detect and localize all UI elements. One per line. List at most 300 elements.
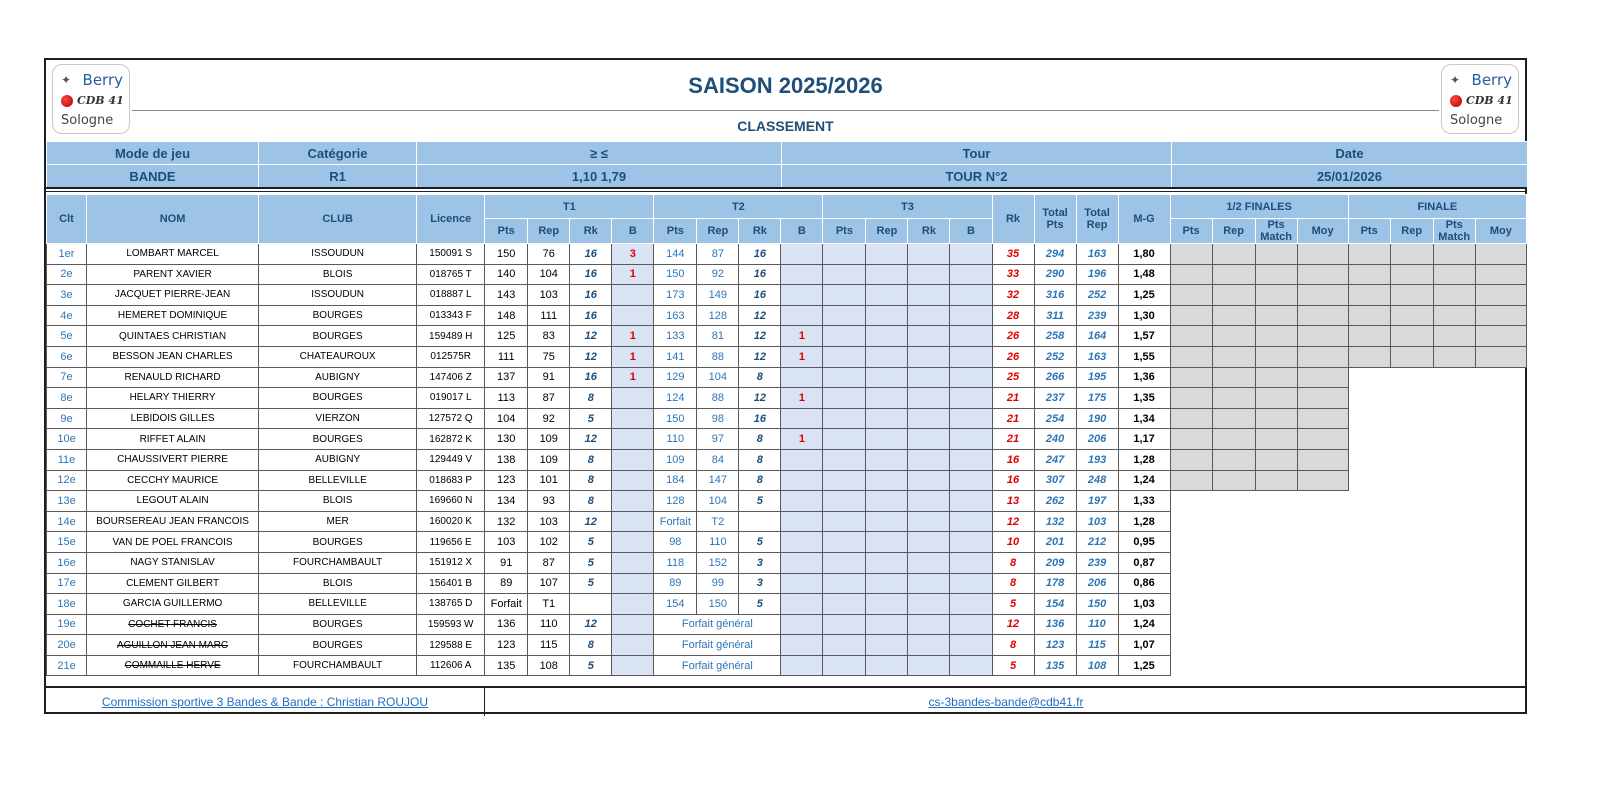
empty-cell — [1297, 511, 1348, 532]
total-pts-cell: 316 — [1034, 285, 1076, 306]
rank-cell: 2e — [47, 264, 87, 285]
empty-cell — [1348, 367, 1390, 388]
empty-cell — [1348, 635, 1390, 656]
t3-b-cell — [950, 449, 992, 470]
table-row — [47, 511, 1527, 532]
t1-rk-cell: 12 — [570, 326, 612, 347]
t2-rep-cell: 92 — [697, 264, 739, 285]
label-moyenne: ≥ ≤ — [417, 142, 782, 165]
bird-icon: ✦ — [1450, 73, 1461, 87]
club-cell: FOURCHAMBAULT — [259, 655, 417, 676]
t2-b-cell — [781, 244, 823, 265]
empty-cell — [1475, 635, 1526, 656]
finale-cell — [1475, 264, 1526, 285]
club-cell: BOURGES — [259, 388, 417, 409]
finale-cell — [1475, 305, 1526, 326]
t1-rk-cell: 12 — [570, 511, 612, 532]
t3-rep-cell — [866, 346, 908, 367]
table-row — [47, 635, 1527, 656]
t2-b-cell — [781, 491, 823, 512]
t1-rep-cell: 76 — [528, 244, 570, 265]
mg-cell: 1,55 — [1118, 346, 1170, 367]
total-rep-cell: 252 — [1076, 285, 1118, 306]
t3-pts-cell — [823, 244, 866, 265]
t2-b-cell: 1 — [781, 429, 823, 450]
club-cell: BOURGES — [259, 532, 417, 553]
table-row — [47, 449, 1527, 470]
demi-finale-cell — [1170, 429, 1212, 450]
t2-pts-cell: 184 — [654, 470, 697, 491]
empty-cell — [1475, 408, 1526, 429]
t2-pts-cell: 124 — [654, 388, 697, 409]
t2-forfait-cell: Forfait général — [654, 635, 781, 656]
t1-rep-cell: T1 — [528, 594, 570, 615]
total-rank-cell: 33 — [992, 264, 1034, 285]
value-moyenne: 1,10 1,79 — [417, 165, 782, 188]
empty-cell — [1297, 614, 1348, 635]
empty-cell — [1390, 511, 1433, 532]
t1-rk-cell: 16 — [570, 264, 612, 285]
t3-rk-header: Rk — [908, 219, 950, 244]
t3-rep-cell — [866, 285, 908, 306]
demi-finale-cell — [1297, 408, 1348, 429]
player-name-cell: BOURSEREAU JEAN FRANCOIS — [87, 511, 259, 532]
t3-rk-cell — [908, 449, 950, 470]
t1-pts-cell: 91 — [485, 552, 528, 573]
total-rep-cell: 239 — [1076, 552, 1118, 573]
empty-cell — [1390, 491, 1433, 512]
demi-finale-cell — [1297, 264, 1348, 285]
total-pts-cell: 178 — [1034, 573, 1076, 594]
demi-finale-cell — [1255, 244, 1297, 265]
t2-b-cell — [781, 573, 823, 594]
t3-b-cell — [950, 346, 992, 367]
demi-finale-cell — [1170, 449, 1212, 470]
t2-rk-header: Rk — [739, 219, 781, 244]
table-row — [47, 346, 1527, 367]
t1-rk-cell: 8 — [570, 635, 612, 656]
total-rank-cell: 5 — [992, 594, 1034, 615]
demi-moy-header: Moy — [1297, 219, 1348, 244]
t2-pts-cell: 133 — [654, 326, 697, 347]
t2-b-cell: 1 — [781, 326, 823, 347]
t3-rk-cell — [908, 655, 950, 676]
t2-rk-cell: 12 — [739, 305, 781, 326]
empty-cell — [1475, 491, 1526, 512]
label-tour: Tour — [782, 142, 1172, 165]
t3-pts-cell — [823, 532, 866, 553]
empty-cell — [1255, 655, 1297, 676]
total-pts-cell: 247 — [1034, 449, 1076, 470]
t2-rep-cell: 150 — [697, 594, 739, 615]
empty-cell — [1212, 594, 1255, 615]
licence-cell: 169660 N — [417, 491, 485, 512]
empty-cell — [1390, 573, 1433, 594]
t3-b-cell — [950, 614, 992, 635]
finale-cell — [1348, 244, 1390, 265]
t3-rk-cell — [908, 635, 950, 656]
empty-cell — [1348, 614, 1390, 635]
total-pts-cell: 254 — [1034, 408, 1076, 429]
t2-b-cell — [781, 305, 823, 326]
value-categorie: R1 — [259, 165, 417, 188]
t2-rk-cell: 16 — [739, 264, 781, 285]
t1-pts-cell: 140 — [485, 264, 528, 285]
total-rank-cell: 21 — [992, 429, 1034, 450]
club-cell: VIERZON — [259, 408, 417, 429]
total-pts-cell: 132 — [1034, 511, 1076, 532]
logo-text-cdb: CDB 41 — [1466, 94, 1513, 107]
empty-cell — [1390, 655, 1433, 676]
t2-rep-cell: 88 — [697, 388, 739, 409]
player-name-cell: CLEMENT GILBERT — [87, 573, 259, 594]
t2-pts-header: Pts — [654, 219, 697, 244]
empty-cell — [1170, 552, 1212, 573]
player-name-cell: RENAULD RICHARD — [87, 367, 259, 388]
demi-finale-cell — [1170, 285, 1212, 306]
empty-cell — [1475, 614, 1526, 635]
t1-rep-cell: 108 — [528, 655, 570, 676]
empty-cell — [1255, 594, 1297, 615]
total-pts-cell: 136 — [1034, 614, 1076, 635]
demi-finale-cell — [1212, 264, 1255, 285]
t3-pts-cell — [823, 511, 866, 532]
demi-finale-cell — [1297, 470, 1348, 491]
table-row — [47, 491, 1527, 512]
table-row — [47, 388, 1527, 409]
total-rep-cell: 248 — [1076, 470, 1118, 491]
col-total-pts: Total Pts — [1034, 195, 1076, 244]
t2-b-cell — [781, 511, 823, 532]
t2-rep-cell: 147 — [697, 470, 739, 491]
empty-cell — [1475, 532, 1526, 553]
t1-rk-cell: 16 — [570, 244, 612, 265]
empty-cell — [1297, 594, 1348, 615]
commission-link[interactable]: Commission sportive 3 Bandes & Bande : Christian ROUJOU — [46, 688, 485, 716]
demi-rep-header: Rep — [1212, 219, 1255, 244]
t1-b-cell — [612, 655, 654, 676]
club-cell: BOURGES — [259, 326, 417, 347]
t1-pts-cell: 111 — [485, 346, 528, 367]
empty-cell — [1170, 594, 1212, 615]
demi-finale-cell — [1297, 305, 1348, 326]
total-rep-cell: 103 — [1076, 511, 1118, 532]
empty-cell — [1255, 511, 1297, 532]
empty-cell — [1390, 388, 1433, 409]
empty-cell — [1348, 511, 1390, 532]
t2-rk-cell: 5 — [739, 491, 781, 512]
t2-rep-cell: T2 — [697, 511, 739, 532]
email-link[interactable]: cs-3bandes-bande@cdb41.fr — [928, 695, 1084, 709]
finale-cell — [1348, 346, 1390, 367]
empty-cell — [1348, 429, 1390, 450]
t1-rep-cell: 111 — [528, 305, 570, 326]
value-tour: TOUR N°2 — [782, 165, 1172, 188]
table-row — [47, 655, 1527, 676]
t3-b-cell — [950, 635, 992, 656]
t2-forfait-cell: Forfait général — [654, 614, 781, 635]
logo-text-sologne: Sologne — [61, 113, 114, 128]
finale-cell — [1348, 264, 1390, 285]
empty-cell — [1297, 635, 1348, 656]
t3-b-cell — [950, 573, 992, 594]
col-total-rep: Total Rep — [1076, 195, 1118, 244]
total-rep-cell: 110 — [1076, 614, 1118, 635]
total-rank-cell: 21 — [992, 408, 1034, 429]
empty-cell — [1433, 491, 1475, 512]
t2-pts-cell: 89 — [654, 573, 697, 594]
licence-cell: 147406 Z — [417, 367, 485, 388]
t3-rk-cell — [908, 532, 950, 553]
player-name-cell: JACQUET PIERRE-JEAN — [87, 285, 259, 306]
total-rank-cell: 12 — [992, 614, 1034, 635]
player-name-cell: HEMERET DOMINIQUE — [87, 305, 259, 326]
t1-rep-cell: 87 — [528, 552, 570, 573]
logo-text-berry: Berry — [82, 71, 123, 89]
t1-rep-cell: 92 — [528, 408, 570, 429]
player-name-cell: CECCHY MAURICE — [87, 470, 259, 491]
t3-rk-cell — [908, 244, 950, 265]
club-cell: AUBIGNY — [259, 367, 417, 388]
empty-cell — [1390, 594, 1433, 615]
t2-rk-cell: 16 — [739, 285, 781, 306]
t1-pts-cell: Forfait — [485, 594, 528, 615]
t2-rk-cell: 12 — [739, 388, 781, 409]
t3-b-cell — [950, 408, 992, 429]
player-name-cell: LEBIDOIS GILLES — [87, 408, 259, 429]
t2-b-cell — [781, 614, 823, 635]
t2-b-header: B — [781, 219, 823, 244]
rank-cell: 9e — [47, 408, 87, 429]
finale-cell — [1433, 244, 1475, 265]
mg-cell: 1,33 — [1118, 491, 1170, 512]
demi-finale-cell — [1255, 326, 1297, 347]
empty-cell — [1170, 635, 1212, 656]
t3-rk-cell — [908, 326, 950, 347]
finale-pts-header: Pts — [1348, 219, 1390, 244]
demi-finale-cell — [1297, 326, 1348, 347]
mg-cell: 1,57 — [1118, 326, 1170, 347]
t3-rep-cell — [866, 305, 908, 326]
section-divider — [46, 191, 1527, 192]
mg-cell: 0,87 — [1118, 552, 1170, 573]
empty-cell — [1212, 655, 1255, 676]
competition-info-table — [46, 141, 1528, 188]
t1-b-cell — [612, 594, 654, 615]
t3-pts-cell — [823, 429, 866, 450]
t2-b-cell — [781, 552, 823, 573]
empty-cell — [1255, 573, 1297, 594]
mg-cell: 1,80 — [1118, 244, 1170, 265]
t2-pts-cell: 110 — [654, 429, 697, 450]
t1-pts-cell: 104 — [485, 408, 528, 429]
t1-rep-cell: 109 — [528, 429, 570, 450]
player-name-cell: PARENT XAVIER — [87, 264, 259, 285]
empty-cell — [1475, 470, 1526, 491]
t1-pts-cell: 113 — [485, 388, 528, 409]
t3-rep-cell — [866, 429, 908, 450]
t3-b-cell — [950, 491, 992, 512]
t2-rk-cell: 3 — [739, 573, 781, 594]
t2-rk-cell: 8 — [739, 367, 781, 388]
licence-cell: 129449 V — [417, 449, 485, 470]
t3-b-cell — [950, 244, 992, 265]
empty-cell — [1390, 367, 1433, 388]
player-name-cell: COCHET FRANCIS — [87, 614, 259, 635]
t2-rep-cell: 87 — [697, 244, 739, 265]
demi-finale-cell — [1170, 408, 1212, 429]
t3-pts-cell — [823, 285, 866, 306]
t2-rk-cell: 12 — [739, 326, 781, 347]
t3-rk-cell — [908, 264, 950, 285]
t2-b-cell: 1 — [781, 388, 823, 409]
t2-b-cell — [781, 655, 823, 676]
t3-rep-cell — [866, 470, 908, 491]
t1-pts-cell: 123 — [485, 470, 528, 491]
col-demi-finales: 1/2 FINALES — [1170, 195, 1348, 219]
empty-cell — [1297, 573, 1348, 594]
finale-cell — [1475, 346, 1526, 367]
total-rank-cell: 26 — [992, 346, 1034, 367]
t2-pts-cell: 150 — [654, 264, 697, 285]
t3-pts-cell — [823, 491, 866, 512]
total-pts-cell: 252 — [1034, 346, 1076, 367]
t2-rep-cell: 152 — [697, 552, 739, 573]
t3-b-cell — [950, 367, 992, 388]
table-row — [47, 470, 1527, 491]
t2-rk-cell — [739, 511, 781, 532]
demi-finale-cell — [1255, 346, 1297, 367]
empty-cell — [1348, 408, 1390, 429]
empty-cell — [1348, 594, 1390, 615]
empty-cell — [1433, 367, 1475, 388]
club-cell: BELLEVILLE — [259, 594, 417, 615]
t1-b-cell — [612, 449, 654, 470]
t3-pts-cell — [823, 264, 866, 285]
empty-cell — [1212, 552, 1255, 573]
empty-cell — [1212, 614, 1255, 635]
t2-pts-cell: 150 — [654, 408, 697, 429]
t1-rep-cell: 115 — [528, 635, 570, 656]
t2-rk-cell: 5 — [739, 532, 781, 553]
empty-cell — [1390, 635, 1433, 656]
player-name-cell: QUINTAES CHRISTIAN — [87, 326, 259, 347]
label-mode: Mode de jeu — [47, 142, 259, 165]
total-rep-cell: 115 — [1076, 635, 1118, 656]
col-t2: T2 — [654, 195, 823, 219]
demi-finale-cell — [1212, 408, 1255, 429]
t1-b-cell — [612, 305, 654, 326]
licence-cell: 129588 E — [417, 635, 485, 656]
t3-rep-cell — [866, 614, 908, 635]
t1-b-cell — [612, 635, 654, 656]
t3-pts-cell — [823, 594, 866, 615]
t2-b-cell — [781, 408, 823, 429]
t1-b-cell — [612, 408, 654, 429]
t3-rk-cell — [908, 367, 950, 388]
col-t3: T3 — [823, 195, 992, 219]
total-rank-cell: 32 — [992, 285, 1034, 306]
mg-cell: 1,25 — [1118, 655, 1170, 676]
demi-finale-cell — [1212, 449, 1255, 470]
table-row — [47, 594, 1527, 615]
demi-finale-cell — [1170, 264, 1212, 285]
table-row — [47, 429, 1527, 450]
t1-rk-cell: 8 — [570, 449, 612, 470]
total-pts-cell: 201 — [1034, 532, 1076, 553]
demi-pts-header: Pts — [1170, 219, 1212, 244]
t3-b-cell — [950, 552, 992, 573]
table-row — [47, 552, 1527, 573]
t1-b-cell — [612, 532, 654, 553]
t2-rk-cell: 8 — [739, 429, 781, 450]
t1-rep-cell: 75 — [528, 346, 570, 367]
player-name-cell: GARCIA GUILLERMO — [87, 594, 259, 615]
licence-cell: 012575R — [417, 346, 485, 367]
t3-rk-cell — [908, 346, 950, 367]
t3-b-cell — [950, 655, 992, 676]
empty-cell — [1348, 532, 1390, 553]
t3-pts-cell — [823, 326, 866, 347]
rank-cell: 8e — [47, 388, 87, 409]
finale-cell — [1348, 326, 1390, 347]
col-clt: Clt — [47, 195, 87, 244]
t2-pts-cell: Forfait — [654, 511, 697, 532]
demi-finale-cell — [1212, 346, 1255, 367]
t1-rep-cell: 110 — [528, 614, 570, 635]
t2-b-cell — [781, 594, 823, 615]
t3-rep-cell — [866, 388, 908, 409]
total-rank-cell: 12 — [992, 511, 1034, 532]
t1-rep-cell: 109 — [528, 449, 570, 470]
finale-rep-header: Rep — [1390, 219, 1433, 244]
empty-cell — [1348, 552, 1390, 573]
table-row — [47, 573, 1527, 594]
bird-icon: ✦ — [61, 73, 72, 87]
t1-b-cell — [612, 429, 654, 450]
t1-pts-cell: 135 — [485, 655, 528, 676]
t1-b-cell: 1 — [612, 346, 654, 367]
licence-cell: 160020 K — [417, 511, 485, 532]
t1-b-cell — [612, 511, 654, 532]
rank-cell: 6e — [47, 346, 87, 367]
t1-rep-cell: 93 — [528, 491, 570, 512]
t1-rep-cell: 91 — [528, 367, 570, 388]
total-pts-cell: 123 — [1034, 635, 1076, 656]
t3-rep-header: Rep — [866, 219, 908, 244]
t3-rk-cell — [908, 552, 950, 573]
total-pts-cell: 135 — [1034, 655, 1076, 676]
empty-cell — [1390, 614, 1433, 635]
col-rank: Rk — [992, 195, 1034, 244]
demi-finale-cell — [1255, 388, 1297, 409]
t1-pts-cell: 148 — [485, 305, 528, 326]
demi-finale-cell — [1170, 305, 1212, 326]
t1-b-cell — [612, 388, 654, 409]
table-row — [47, 326, 1527, 347]
empty-cell — [1475, 552, 1526, 573]
empty-cell — [1433, 470, 1475, 491]
total-rep-cell: 212 — [1076, 532, 1118, 553]
rank-cell: 13e — [47, 491, 87, 512]
table-row — [47, 305, 1527, 326]
t3-b-cell — [950, 285, 992, 306]
t1-pts-cell: 103 — [485, 532, 528, 553]
t1-b-cell — [612, 491, 654, 512]
t1-pts-cell: 136 — [485, 614, 528, 635]
table-row — [47, 408, 1527, 429]
t2-pts-cell: 98 — [654, 532, 697, 553]
